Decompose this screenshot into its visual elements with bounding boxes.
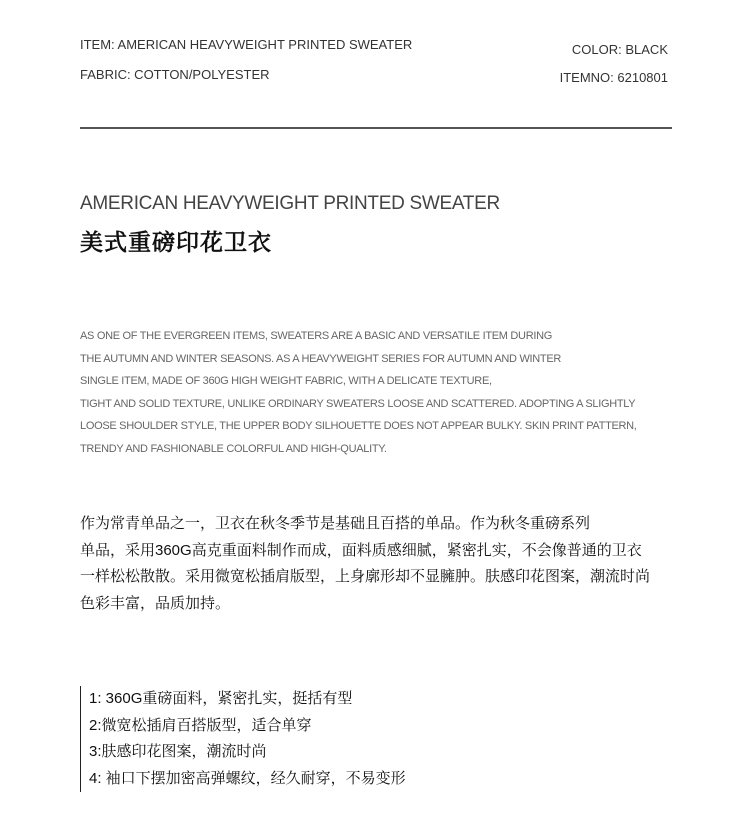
divider <box>80 127 672 129</box>
description-line: 色彩丰富，品质加持。 <box>80 594 231 612</box>
feature-item: 4: 袖口下摆加密高弹螺纹，经久耐穿，不易变形 <box>89 769 406 787</box>
item-name: ITEM: AMERICAN HEAVYWEIGHT PRINTED SWEATER <box>80 37 413 52</box>
feature-item: 3:肤感印花图案，潮流时尚 <box>89 743 267 760</box>
description-line: 一样松松散散。采用微宽松插肩版型，上身廓形却不显臃肿。肤感印花图案，潮流时尚 <box>80 568 651 585</box>
description-line: 作为常青单品之一，卫衣在秋冬季节是基础且百搭的单品。作为秋冬重磅系列 <box>80 515 591 532</box>
feature-item: 2:微宽松插肩百搭版型，适合单穿 <box>89 716 312 734</box>
description-english <box>80 325 637 460</box>
description-line: THE AUTUMN AND WINTER SEASONS. AS A HEAVYWEIGHT SERIES FOR AUTUMN AND WINTER <box>80 352 562 365</box>
description-line: TRENDY AND FASHIONABLE COLORFUL AND HIGH-QUALITY. <box>80 442 387 455</box>
description-line: 单品，采用360G高克重面料制作而成，面料质感细腻，紧密扎实，不会像普通的卫衣 <box>80 541 642 559</box>
description-chinese <box>80 511 650 617</box>
description-line: LOOSE SHOULDER STYLE, THE UPPER BODY SILHOUETTE DOES NOT APPEAR BULKY. SKIN PRINT PATTERN, <box>80 420 637 432</box>
description-line: AS ONE OF THE EVERGREEN ITEMS, SWEATERS ARE A BASIC AND VERSATILE ITEM DURING <box>80 330 553 342</box>
feature-list <box>80 686 406 792</box>
title-chinese: 美式重磅印花卫衣 <box>80 229 272 255</box>
description-line: SINGLE ITEM, MADE OF 360G HIGH WEIGHT FABRIC, WITH A DELICATE TEXTURE, <box>80 375 492 387</box>
fabric: FABRIC: COTTON/POLYESTER <box>80 67 270 82</box>
item-number: ITEMNO: 6210801 <box>559 70 668 85</box>
color: COLOR: BLACK <box>571 42 668 57</box>
title-english: AMERICAN HEAVYWEIGHT PRINTED SWEATER <box>80 193 500 214</box>
feature-item: 1: 360G重磅面料，紧密扎实，挺括有型 <box>89 690 353 707</box>
description-line: TIGHT AND SOLID TEXTURE, UNLIKE ORDINARY SWEATERS LOOSE AND SCATTERED. ADOPTING A SLIGHTLY <box>80 397 636 410</box>
